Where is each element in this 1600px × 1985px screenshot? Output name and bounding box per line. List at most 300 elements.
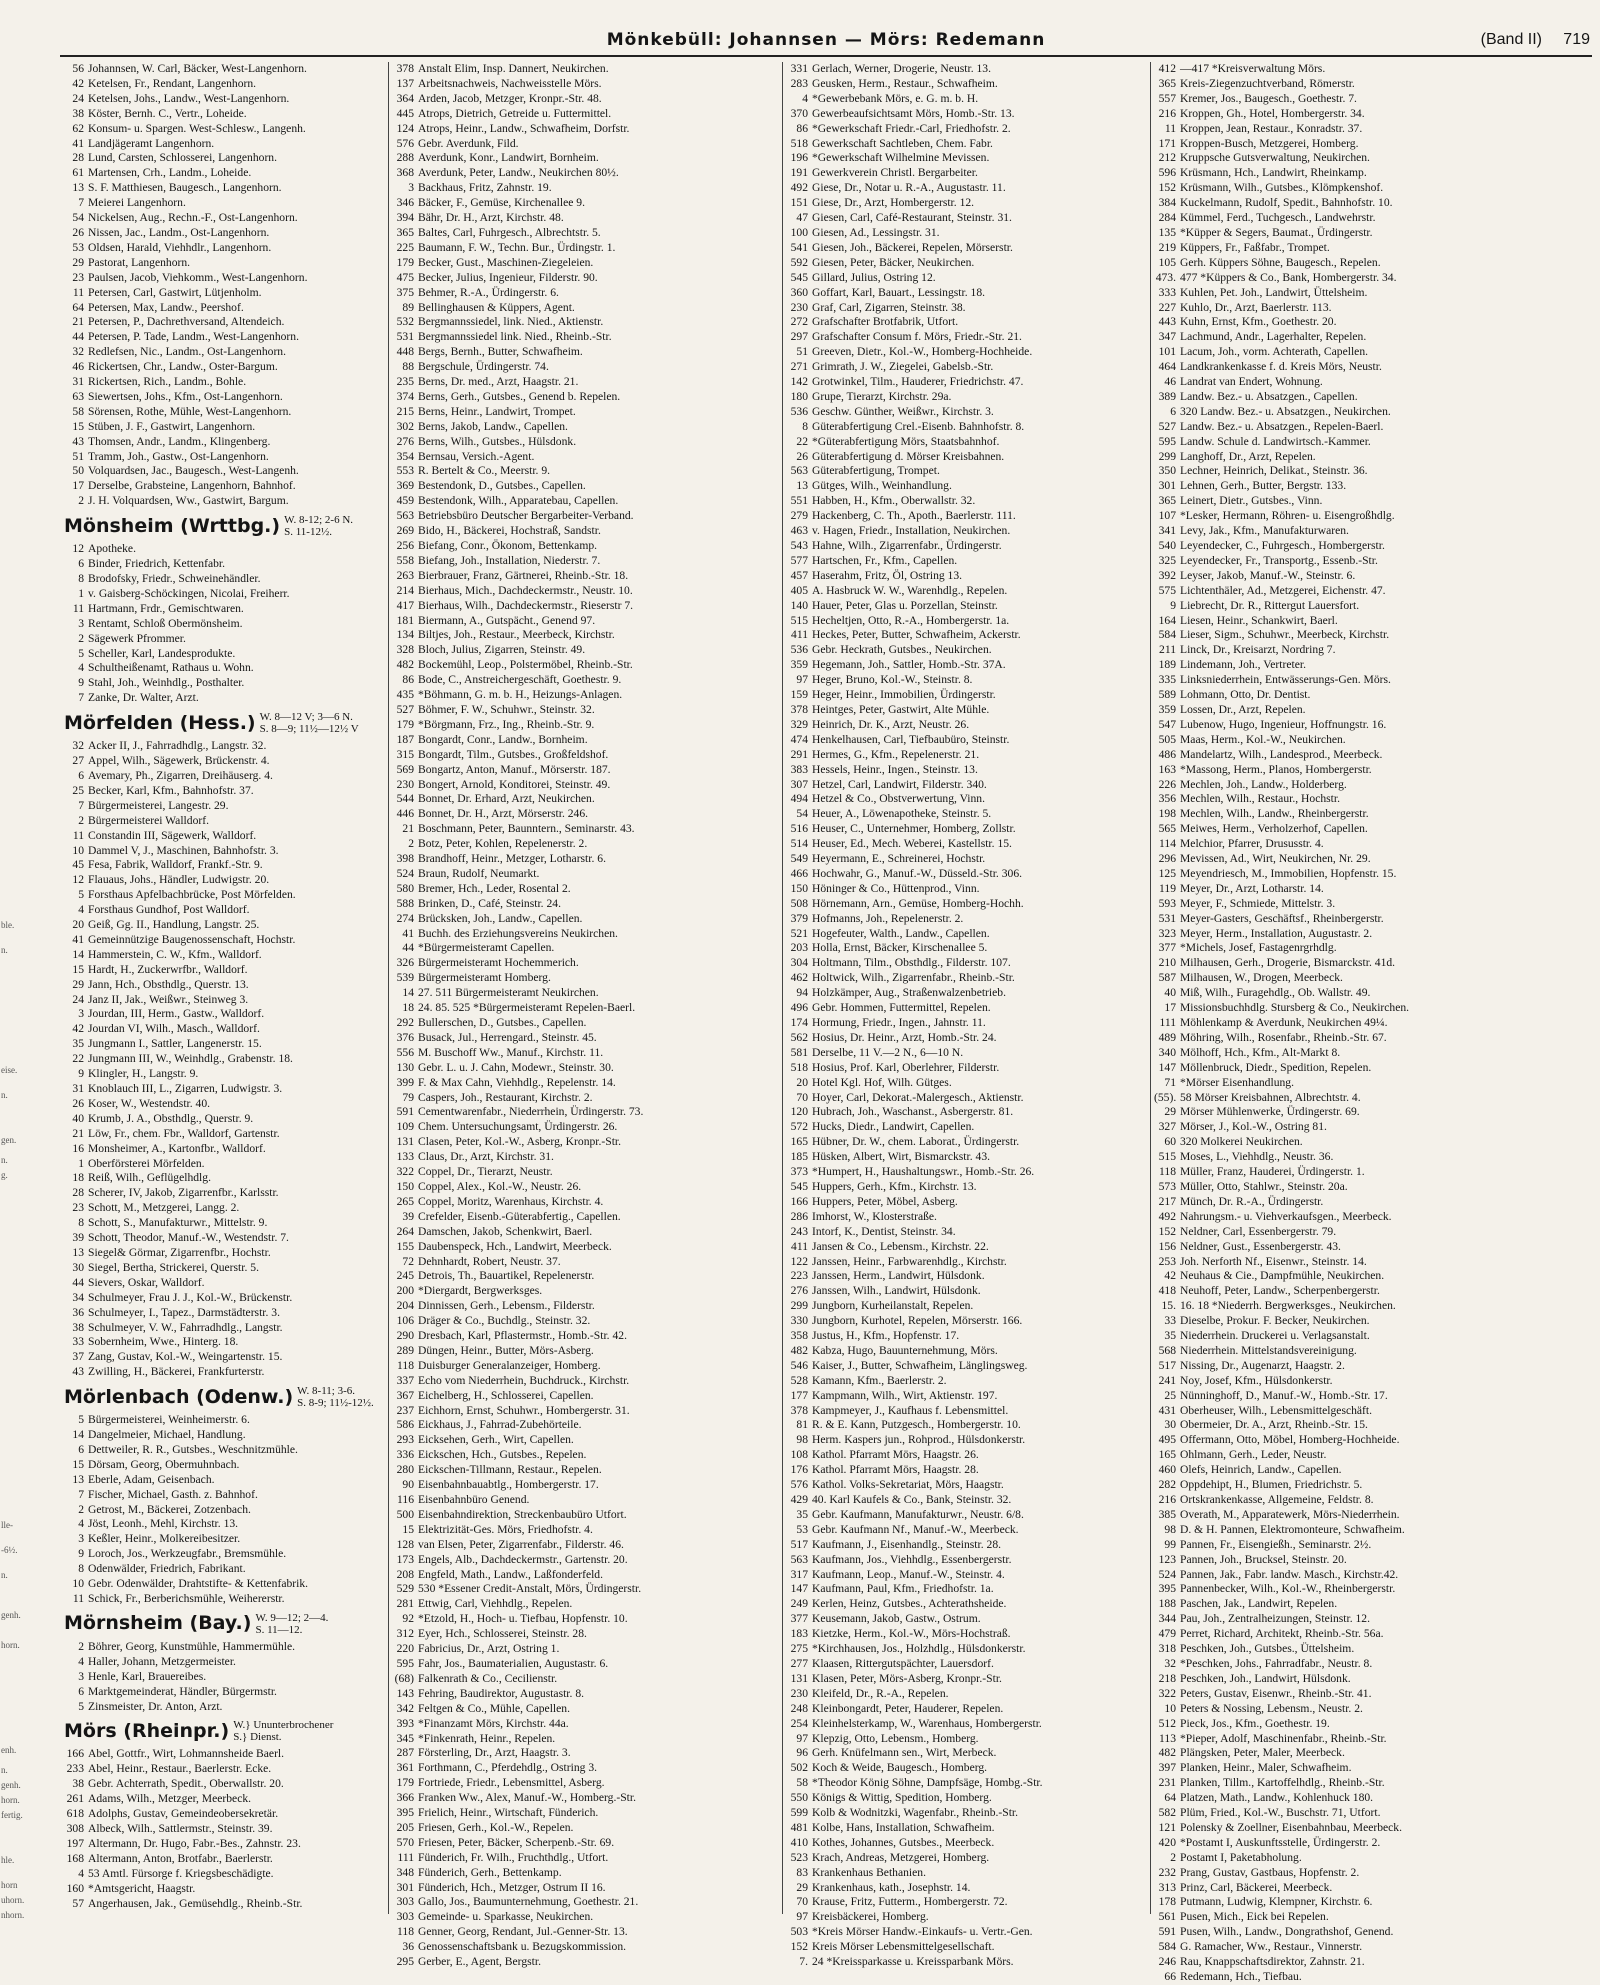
directory-entry — [786, 1001, 1146, 1016]
phone-number: 473. — [1155, 270, 1176, 284]
directory-entry — [1154, 1776, 1596, 1791]
subscriber-text: Petersen, P., Dachrethversand, Altendeich. — [88, 315, 285, 329]
subscriber-text: Meyer, F., Schmiede, Mittelstr. 3. — [1180, 896, 1336, 910]
phone-number: 12 — [72, 542, 84, 556]
directory-entry — [786, 1523, 1146, 1538]
directory-entry — [1154, 1433, 1596, 1448]
subscriber-text: Zanke, Dr. Walter, Arzt. — [88, 691, 199, 705]
subscriber-text: Bürgermeisterei Walldorf. — [88, 813, 209, 827]
subscriber-text: Kleinbongardt, Peter, Hauderer, Repelen. — [812, 1701, 1004, 1715]
phone-number: 573 — [1158, 1179, 1176, 1193]
directory-entry — [786, 1657, 1146, 1672]
directory-entry — [392, 1612, 778, 1627]
phone-number: 411 — [791, 628, 808, 642]
subscriber-text: Lichtenthäler, Ad., Metzgerei, Eichenstr. 47. — [1180, 583, 1386, 597]
phone-number: 297 — [790, 330, 808, 344]
subscriber-text: Knoblauch III, L., Zigarren, Ludwigstr. 3. — [88, 1082, 283, 1095]
phone-number: 66 — [1164, 1970, 1176, 1983]
phone-number: 96 — [796, 1746, 808, 1760]
phone-number: 368 — [396, 166, 414, 180]
phone-number: 121 — [1158, 1820, 1176, 1834]
phone-number: 8 — [78, 1216, 84, 1230]
directory-entry — [64, 211, 384, 226]
subscriber-text: *Michels, Josef, Fastagenrgrhdlg. — [1180, 941, 1337, 955]
directory-entry — [1154, 92, 1596, 107]
directory-entry — [786, 882, 1146, 897]
subscriber-text: Rickertsen, Rich., Landm., Bohle. — [88, 375, 247, 389]
phone-number: 378 — [396, 62, 414, 75]
directory-entry — [1154, 1418, 1596, 1433]
phone-number: 29 — [796, 1880, 808, 1894]
phone-number: 517 — [790, 1537, 808, 1551]
phone-number: 481 — [790, 1820, 808, 1834]
phone-number: 420 — [1158, 1835, 1176, 1849]
subscriber-text: Böhmer, F. W., Schuhwr., Steinstr. 32. — [418, 702, 595, 716]
subscriber-text: Plängsken, Peter, Maler, Meerbeck. — [1180, 1746, 1345, 1760]
phone-number: 365 — [396, 225, 414, 239]
phone-number: 269 — [396, 524, 414, 538]
phone-number: 3 — [78, 1669, 84, 1683]
phone-number: 101 — [1158, 345, 1176, 359]
subscriber-text: Bürgermeisterei, Weinheimerstr. 6. — [88, 1413, 250, 1427]
town-heading — [64, 1612, 384, 1636]
subscriber-text: Nünninghoff, D., Manuf.-W., Homb.-Str. 17. — [1180, 1388, 1388, 1402]
directory-entry — [1154, 375, 1596, 390]
subscriber-text: Giese, Dr., Notar u. R.-A., Augustastr. 11. — [812, 181, 1006, 195]
directory-entry — [392, 420, 778, 435]
directory-entry — [392, 733, 778, 748]
subscriber-text: Obermeier, Dr. A., Arzt, Rheinb.-Str. 15. — [1180, 1418, 1368, 1432]
subscriber-text: v. Gaisberg-Schöckingen, Nicolai, Freiherr. — [88, 586, 290, 600]
directory-entry — [64, 769, 384, 784]
phone-number: 323 — [1158, 926, 1176, 940]
directory-entry — [1154, 1404, 1596, 1419]
phone-number: 253 — [1158, 1254, 1176, 1268]
directory-entry — [1154, 1448, 1596, 1463]
phone-number: 494 — [790, 792, 808, 806]
subscriber-text: Oberförsterei Mörfelden. — [88, 1156, 205, 1170]
directory-entry — [64, 315, 384, 330]
directory-entry — [392, 1672, 778, 1687]
phone-number: 10 — [72, 843, 84, 857]
phone-number: 398 — [396, 852, 414, 866]
directory-entry — [64, 1216, 384, 1231]
directory-entry — [392, 181, 778, 196]
subscriber-text: Gemeinnützige Baugenossenschaft, Hochstr. — [88, 932, 296, 946]
margin-fragment: uhorn. — [1, 1895, 25, 1905]
phone-number: 9 — [1170, 598, 1176, 612]
phone-number: 30 — [1164, 1418, 1176, 1432]
phone-number: 563 — [790, 464, 808, 478]
phone-number: 131 — [396, 1135, 414, 1149]
directory-entry — [392, 1553, 778, 1568]
directory-entry — [1154, 1895, 1596, 1910]
phone-number: 111 — [397, 1850, 414, 1864]
subscriber-text: Pastorat, Langenhorn. — [88, 255, 191, 269]
subscriber-text: Niederrhein. Druckerei u. Verlagsanstalt. — [1180, 1329, 1370, 1343]
directory-entry — [786, 628, 1146, 643]
directory-entry — [392, 92, 778, 107]
directory-entry — [392, 539, 778, 554]
subscriber-text: Hauer, Peter, Glas u. Porzellan, Steinstr. — [812, 598, 998, 612]
phone-number: 562 — [790, 1030, 808, 1044]
town-name: Mörs (Rheinpr.) — [64, 1719, 230, 1742]
directory-entry — [786, 1165, 1146, 1180]
phone-number: 315 — [396, 747, 414, 761]
subscriber-text: Averdunk, Peter, Landw., Neukirchen 80½. — [418, 166, 619, 180]
phone-number: 7. — [799, 1955, 808, 1969]
directory-entry — [1154, 1642, 1596, 1657]
phone-number: 312 — [396, 1627, 414, 1641]
subscriber-text: Echo vom Niederrhein, Buchdruck., Kirchstr. — [418, 1373, 630, 1387]
phone-number: 502 — [790, 1761, 808, 1775]
subscriber-text: Kuhlo, Dr., Arzt, Baerlerstr. 113. — [1180, 300, 1332, 314]
directory-entry — [392, 1180, 778, 1195]
town-name: Mörlenbach (Odenw.) — [64, 1385, 294, 1408]
subscriber-text: Getrost, M., Bäckerei, Zotzenbach. — [88, 1502, 251, 1516]
phone-number: 411 — [791, 1239, 808, 1253]
subscriber-text: Bongardt, Tilm., Gutsbes., Großfeldshof. — [418, 747, 609, 761]
subscriber-text: Pusen, Wilh., Landw., Dongrathshof, Genend. — [1180, 1925, 1394, 1939]
subscriber-text: *Pieper, Adolf, Maschinenfabr., Rheinb.-Str. — [1180, 1731, 1387, 1745]
directory-entry — [64, 661, 384, 676]
directory-entry — [1154, 1523, 1596, 1538]
phone-number: 40 — [1164, 986, 1176, 1000]
subscriber-text: Bido, H., Bäckerei, Hochstraß, Sandstr. — [418, 524, 601, 538]
subscriber-text: Peters & Nossing, Lebensm., Neustr. 2. — [1180, 1701, 1363, 1715]
directory-entry — [392, 464, 778, 479]
directory-entry — [392, 837, 778, 852]
subscriber-text: Klaasen, Rittergutspächter, Lauersdorf. — [812, 1656, 994, 1670]
subscriber-text: Güterabfertigung Crel.-Eisenb. Bahnhofstr. 8. — [812, 419, 1025, 433]
subscriber-text: Dangelmeier, Michael, Handlung. — [88, 1428, 246, 1442]
directory-entry — [64, 1807, 384, 1822]
directory-entry — [392, 1240, 778, 1255]
directory-entry — [786, 1717, 1146, 1732]
directory-entry — [392, 62, 778, 77]
subscriber-text: Giesen, Carl, Café-Restaurant, Steinstr. 31. — [812, 211, 1012, 225]
subscriber-text: Hosius, Prof. Karl, Oberlehrer, Filderstr. — [812, 1060, 1000, 1074]
subscriber-text: Moses, L., Viehhdlg., Neustr. 36. — [1180, 1150, 1334, 1164]
subscriber-text: Atrops, Dietrich, Getreide u. Futtermittel. — [418, 106, 612, 120]
phone-number: 2 — [78, 813, 84, 827]
directory-entry — [64, 844, 384, 859]
subscriber-text: van Elsen, Peter, Zigarrenfabr., Filderstr. 46. — [418, 1537, 624, 1551]
directory-entry — [786, 1493, 1146, 1508]
directory-entry — [786, 1806, 1146, 1821]
subscriber-text: Mevissen, Ad., Wirt, Neukirchen, Nr. 29. — [1180, 852, 1371, 866]
phone-number: 528 — [790, 1373, 808, 1387]
subscriber-text: Berns, Dr. med., Arzt, Haagstr. 21. — [418, 375, 579, 389]
subscriber-text: Holla, Ernst, Bäcker, Kirschenallee 5. — [812, 941, 988, 955]
subscriber-text: Heckes, Peter, Butter, Schwafheim, Ackerstr. — [812, 628, 1021, 642]
subscriber-text: Kroppen, Jean, Restaur., Konradstr. 37. — [1180, 121, 1363, 135]
phone-number: 36 — [402, 1940, 414, 1954]
phone-number: 28 — [72, 151, 84, 165]
subscriber-text: Hüsken, Albert, Wirt, Bismarckstr. 43. — [812, 1150, 991, 1164]
phone-number: 587 — [1158, 971, 1176, 985]
subscriber-text: D. & H. Pannen, Elektromonteure, Schwafheim. — [1180, 1522, 1405, 1536]
phone-number: 586 — [396, 1418, 414, 1432]
subscriber-text: Liesen, Heinr., Schankwirt, Baerl. — [1180, 613, 1338, 627]
subscriber-text: Schulmeyer, V. W., Fahrradhdlg., Langstr. — [88, 1320, 283, 1334]
directory-entry — [1154, 1612, 1596, 1627]
phone-number: 63 — [72, 389, 84, 403]
subscriber-text: Hartmann, Frdr., Gemischtwaren. — [88, 601, 244, 615]
subscriber-text: Bongartz, Anton, Manuf., Mörserstr. 187. — [418, 762, 611, 776]
directory-entry — [1154, 718, 1596, 733]
phone-number: 122 — [790, 1254, 808, 1268]
subscriber-text: *Amtsgericht, Haagstr. — [88, 1881, 196, 1895]
subscriber-text: Engfeld, Math., Landw., Laßfonderfeld. — [418, 1567, 604, 1581]
subscriber-text: Huppers, Peter, Möbel, Asberg. — [812, 1194, 958, 1208]
subscriber-text: Fischer, Michael, Gasth. z. Bahnhof. — [88, 1487, 258, 1501]
subscriber-text: Behmer, R.-A., Ürdingerstr. 6. — [418, 285, 559, 299]
phone-number: 576 — [790, 1478, 808, 1492]
subscriber-text: Hoyer, Carl, Dekorat.-Malergesch., Aktienstr. — [812, 1090, 1024, 1104]
phone-number: 11 — [72, 1592, 84, 1605]
directory-entry — [64, 1882, 384, 1897]
subscriber-text: *Bürgermeisteramt Capellen. — [418, 941, 555, 955]
subscriber-text: Binder, Friedrich, Kettenfabr. — [88, 557, 226, 571]
phone-number: 299 — [790, 1299, 808, 1313]
subscriber-text: Haller, Johann, Metzgermeister. — [88, 1654, 236, 1668]
phone-number: 546 — [790, 1358, 808, 1372]
phone-number: 322 — [1158, 1686, 1176, 1700]
subscriber-text: Kabza, Hugo, Bauunternehmung, Mörs. — [812, 1343, 998, 1357]
subscriber-text: Arden, Jacob, Metzger, Kronpr.-Str. 48. — [418, 91, 602, 105]
directory-entry — [1154, 1195, 1596, 1210]
directory-entry — [1154, 778, 1596, 793]
phone-number: 313 — [1158, 1880, 1176, 1894]
subscriber-text: Nissing, Dr., Augenarzt, Haagstr. 2. — [1180, 1358, 1345, 1372]
subscriber-text: Jann, Hch., Obsthdlg., Querstr. 13. — [88, 977, 249, 991]
phone-number: 40 — [72, 1111, 84, 1125]
directory-entry — [1154, 1761, 1596, 1776]
phone-number: 119 — [1159, 881, 1176, 895]
office-hours-line: W. 8—12 V; 3—6 N. — [259, 711, 353, 724]
subscriber-text: Henle, Karl, Brauereibes. — [88, 1669, 207, 1683]
directory-entry — [64, 542, 384, 557]
subscriber-text: Acker II, J., Fahrradhdlg., Langstr. 32. — [88, 739, 267, 753]
phone-number: 9 — [78, 1067, 84, 1081]
subscriber-text: Linksniederrhein, Entwässerungs-Gen. Mörs. — [1180, 673, 1391, 687]
phone-number: 495 — [1158, 1433, 1176, 1447]
subscriber-text: Lubenow, Hugo, Ingenieur, Hoffnungstr. 16. — [1180, 717, 1387, 731]
office-hours-line: S.} Dienst. — [233, 1731, 282, 1744]
directory-entry — [1154, 941, 1596, 956]
directory-entry — [786, 1732, 1146, 1747]
subscriber-text: Giesen, Joh., Bäckerei, Repelen, Mörserstr. — [812, 240, 1013, 254]
phone-number: 227 — [1158, 300, 1176, 314]
subscriber-text: Postamt I, Paketabholung. — [1180, 1850, 1302, 1864]
subscriber-text: *Finanzamt Mörs, Kirchstr. 44a. — [418, 1716, 569, 1730]
directory-entry — [64, 1655, 384, 1670]
phone-number: (68) — [394, 1671, 414, 1685]
subscriber-text: Lachmund, Andr., Lagerhalter, Repelen. — [1180, 330, 1367, 344]
phone-number: 212 — [1158, 151, 1176, 165]
subscriber-text: Buchh. des Erziehungsvereins Neukirchen. — [418, 926, 618, 940]
phone-number: 378 — [790, 702, 808, 716]
subscriber-text: Münch, Dr. R.-A., Ürdingerstr. — [1180, 1194, 1324, 1208]
phone-number: 399 — [396, 1075, 414, 1089]
directory-entry — [64, 405, 384, 420]
phone-number: 584 — [1158, 628, 1176, 642]
subscriber-text: Eyer, Hch., Schlosserei, Steinstr. 28. — [418, 1627, 587, 1641]
directory-entry — [64, 754, 384, 769]
phone-number: 346 — [396, 196, 414, 210]
subscriber-text: Zinsmeister, Dr. Anton, Arzt. — [88, 1699, 223, 1713]
phone-number: 208 — [396, 1567, 414, 1581]
phone-number: 276 — [790, 1284, 808, 1298]
subscriber-text: Jungmann I., Sattler, Langenerstr. 15. — [88, 1037, 262, 1051]
phone-number: 173 — [396, 1552, 414, 1566]
directory-entry — [392, 271, 778, 286]
directory-entry — [1154, 1821, 1596, 1836]
phone-number: 14 — [72, 947, 84, 961]
subscriber-text: Ettwig, Carl, Viehhdlg., Repelen. — [418, 1597, 573, 1611]
subscriber-text: Kaufmann, Jos., Viehhdlg., Essenbergerstr. — [812, 1552, 1012, 1566]
directory-entry — [392, 1269, 778, 1284]
phone-number: 43 — [72, 1365, 84, 1379]
directory-entry — [64, 1747, 384, 1762]
directory-entry — [786, 1672, 1146, 1687]
margin-fragment: n. — [1, 945, 8, 955]
phone-number: 163 — [1158, 762, 1176, 776]
phone-number: 340 — [1158, 1045, 1176, 1059]
phone-number: 261 — [66, 1792, 84, 1806]
subscriber-text: Goffart, Karl, Bauart., Lessingstr. 18. — [812, 285, 986, 299]
directory-entry — [392, 1299, 778, 1314]
directory-entry — [786, 1374, 1146, 1389]
phone-number: 539 — [396, 971, 414, 985]
subscriber-text: Gerlach, Werner, Drogerie, Neustr. 13. — [812, 62, 991, 75]
directory-entry — [1154, 1225, 1596, 1240]
subscriber-text: Prinz, Carl, Bäckerei, Meerbeck. — [1180, 1880, 1333, 1894]
margin-fragment: enh. — [1, 1745, 17, 1755]
directory-entry — [392, 1165, 778, 1180]
phone-number: 21 — [402, 822, 414, 836]
directory-entry — [1154, 241, 1596, 256]
subscriber-text: Königs & Wittig, Spedition, Homberg. — [812, 1791, 992, 1805]
phone-number: 474 — [790, 732, 808, 746]
phone-number: 514 — [790, 837, 808, 851]
directory-entry — [64, 1201, 384, 1216]
phone-number: 165 — [790, 1135, 808, 1149]
directory-entry — [1154, 77, 1596, 92]
subscriber-text: Franken Ww., Alex, Manuf.-W., Homberg.-Str. — [418, 1791, 636, 1805]
directory-entry — [392, 122, 778, 137]
subscriber-text: Güterabfertigung d. Mörser Kreisbahnen. — [812, 449, 1005, 463]
subscriber-text: Miß, Wilh., Furagehdlg., Ob. Wallstr. 49. — [1180, 986, 1371, 1000]
directory-entry — [392, 1597, 778, 1612]
subscriber-text: J. H. Volquardsen, Ww., Gastwirt, Bargum. — [88, 494, 289, 508]
subscriber-text: Redlefsen, Nic., Landm., Ost-Langenhorn. — [88, 345, 287, 359]
directory-entry — [392, 703, 778, 718]
subscriber-text: Caspers, Joh., Restaurant, Kirchstr. 2. — [418, 1090, 593, 1104]
directory-entry — [1154, 971, 1596, 986]
phone-number: 11 — [1164, 121, 1176, 135]
phone-number: 211 — [1159, 643, 1176, 657]
subscriber-text: Dettweiler, R. R., Gutsbes., Weschnitzmühle. — [88, 1442, 298, 1456]
subscriber-text: Bestendonk, Wilh., Apparatebau, Capellen. — [418, 494, 619, 508]
phone-number: 377 — [790, 1612, 808, 1626]
directory-entry — [392, 1448, 778, 1463]
phone-number: 197 — [66, 1836, 84, 1850]
directory-entry — [64, 1670, 384, 1685]
phone-number: 8 — [78, 1562, 84, 1576]
directory-entry — [786, 1687, 1146, 1702]
directory-entry — [1154, 748, 1596, 763]
subscriber-text: Küppers, Fr., Faßfabr., Trompet. — [1180, 240, 1330, 254]
directory-entry — [64, 888, 384, 903]
directory-entry — [64, 1640, 384, 1655]
subscriber-text: Sägewerk Pfrommer. — [88, 631, 186, 645]
subscriber-text: Brinken, D., Café, Steinstr. 24. — [418, 896, 561, 910]
subscriber-text: Kamann, Kfm., Baerlerstr. 2. — [812, 1373, 947, 1387]
subscriber-text: Atrops, Heinr., Landw., Schwafheim, Dorfstr. — [418, 121, 630, 135]
subscriber-text: *Gewerkschaft Friedr.-Carl, Friedhofstr. 2. — [812, 121, 1011, 135]
volume-label: (Band II) — [1480, 31, 1542, 48]
subscriber-text: Jourdan VI, Wilh., Masch., Walldorf. — [88, 1022, 260, 1036]
subscriber-text: Dehnhardt, Robert, Neustr. 37. — [418, 1254, 561, 1268]
directory-entry — [1154, 1582, 1596, 1597]
phone-number: 337 — [396, 1373, 414, 1387]
directory-entry — [1154, 107, 1596, 122]
directory-entry — [786, 137, 1146, 152]
subscriber-text: Gebr. L. u. J. Cahn, Modewr., Steinstr. 30. — [418, 1060, 614, 1074]
subscriber-text: Grafschafter Consum f. Mörs, Friedr.-Str. 21. — [812, 330, 1022, 344]
subscriber-text: Herm. Kaspers jun., Rohprod., Hülsdonkerstr. — [812, 1433, 1026, 1447]
directory-entry — [786, 569, 1146, 584]
subscriber-text: *Theodor König Söhne, Dampfsäge, Hombg.-Str. — [812, 1776, 1043, 1790]
directory-entry — [392, 763, 778, 778]
phone-number: 3 — [78, 1532, 84, 1546]
directory-entry — [64, 92, 384, 107]
phone-number: 5 — [78, 1699, 84, 1713]
directory-entry — [1154, 688, 1596, 703]
directory-entry — [64, 1365, 384, 1380]
phone-number: 44 — [402, 941, 414, 955]
subscriber-text: Maas, Herm., Kol.-W., Neukirchen. — [1180, 732, 1346, 746]
directory-entry — [64, 1142, 384, 1157]
directory-entry — [392, 1761, 778, 1776]
directory-entry — [392, 599, 778, 614]
column-divider — [1150, 62, 1151, 1914]
subscriber-text: Eberle, Adam, Geisenbach. — [88, 1472, 215, 1486]
directory-entry — [64, 1052, 384, 1067]
phone-number: 575 — [1158, 583, 1176, 597]
phone-number: 223 — [790, 1269, 808, 1283]
subscriber-text: Peters, Gustav, Eisenwr., Rheinb.-Str. 41. — [1180, 1686, 1372, 1700]
phone-number: 131 — [790, 1671, 808, 1685]
subscriber-text: R. & E. Kann, Putzgesch., Hombergerstr. 10. — [812, 1418, 1021, 1432]
office-hours — [255, 1612, 328, 1636]
subscriber-text: Bonnet, Dr. H., Arzt, Mörserstr. 246. — [418, 807, 589, 821]
subscriber-text: Kampmeyer, J., Kaufhaus f. Lebensmittel. — [812, 1403, 1009, 1417]
directory-entry — [392, 1314, 778, 1329]
directory-entry — [392, 1225, 778, 1240]
phone-number: 287 — [396, 1746, 414, 1760]
directory-entry — [392, 1568, 778, 1583]
directory-entry — [392, 1076, 778, 1091]
subscriber-text: Hetzel, Carl, Landwirt, Filderstr. 340. — [812, 777, 987, 791]
phone-number: 32 — [1164, 1656, 1176, 1670]
directory-entry — [392, 1523, 778, 1538]
directory-entry — [392, 1091, 778, 1106]
directory-entry — [786, 1418, 1146, 1433]
subscriber-text: Scheller, Karl, Landesprodukte. — [88, 646, 236, 660]
